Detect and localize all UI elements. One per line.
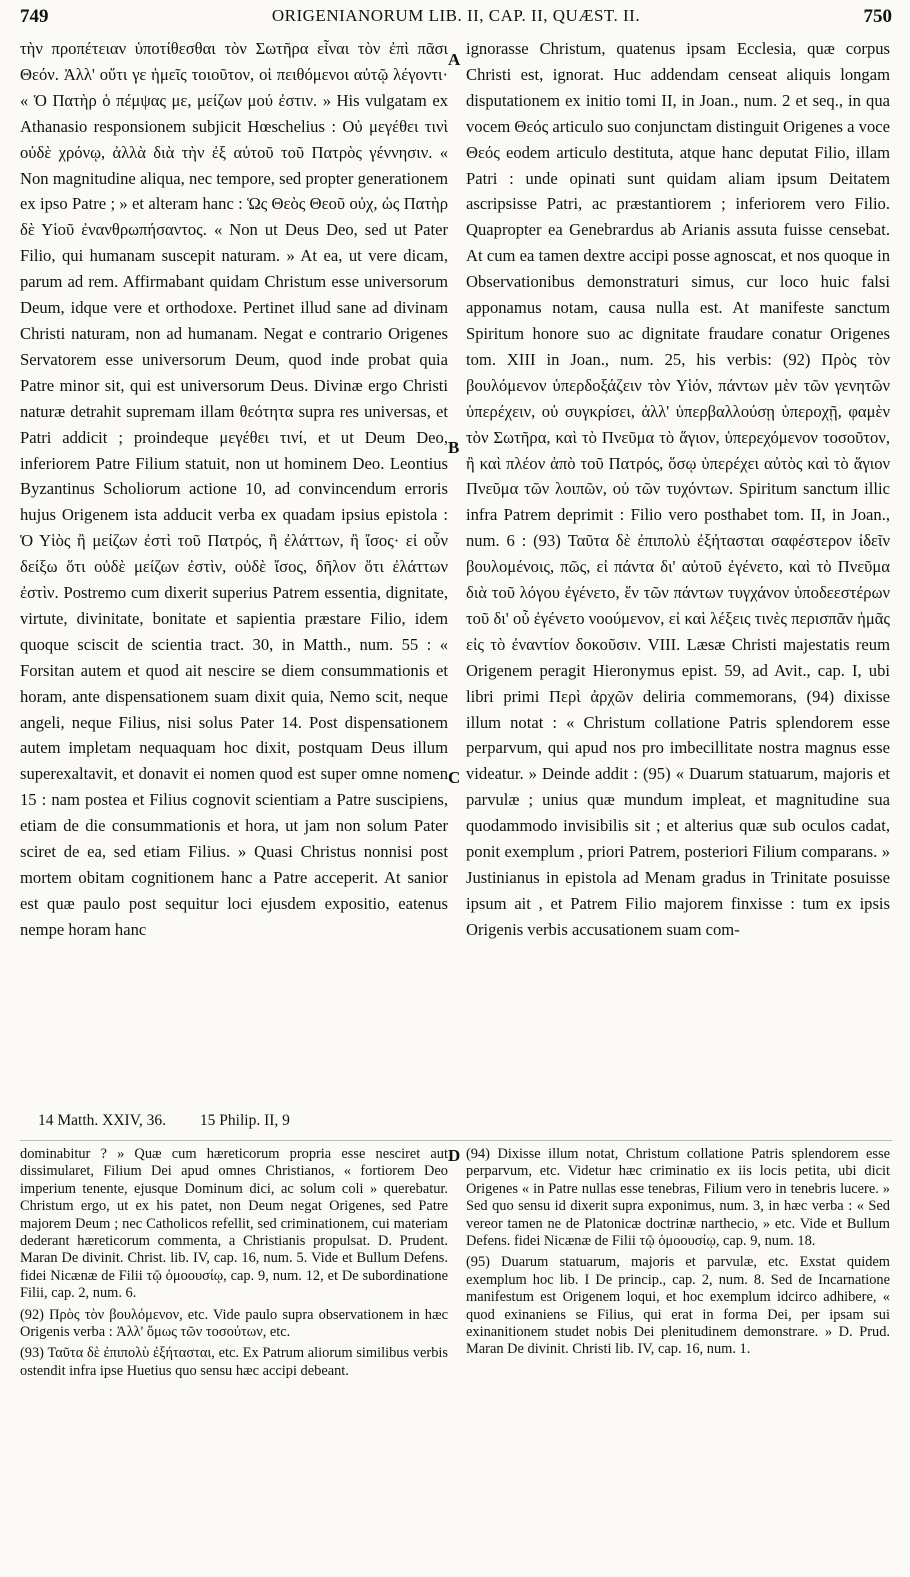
main-text-right: ignorasse Christum, quatenus ipsam Ecclesia, quæ corpus Christi est, ignorat. Huc addendam censeat aliquis longam disputationem ex initio tomi II, in Joan., num. 2 et seq., in qua vocem Θεός articulo suo conjunctam distinguit Origenes a voce Θεός eodem articulo destituta, atque hanc deputat Filio, illam Patri : unde opinati sunt quidam aliam ipsum Deitatem ascripsisse Patri, ac præstantiorem ; inferiorem vero Filio. Quapropter ea Genebrardus ab Arianis assuta fuisse censebat. At cum ea tamen dextre accipi posse agnoscat, et nos quoque in Observationibus demonstraturi simus, cur loco huic falsi apponamus notam, causa nulla est. At manifeste sanctum Spiritum honore suo ac dignitate fraudare conatur Origenes tom. XIII in Joan., num. 25, his verbis: (92) Πρὸς τὸν βουλόμενον ὑπερδοξάζειν τὸν Υἱόν, πάντων μὲν τῶν γενητῶν ὑπερέχειν, οὐ συγκρίσει, ἀλλ' ὑπερβαλλούσῃ ὑπεροχῇ, φαμὲν τὸν Σωτῆρα, καὶ τὸ Πνεῦμα τὸ ἅγιον, ὑπερεχόμενον τοσοῦτον, ἢ καὶ πλέον ἀπὸ τοῦ Πατρός, ὅσῳ ὑπερέχει αὐτὸς καὶ τὸ ἅγιον Πνεῦμα τῶν λοιπῶν, οὐ τῶν τυχόντων. Spiritum sanctum illic infra Patrem deprimit : Filio vero posthabet tom. II, in Joan., num. 6 : (93) Ταῦτα δὲ ἐπιπολὺ ἐξήτασται σαφέστερον ἰδεῖν βουλομένοις, πῶς, εἰ πάντα δι' αὐτοῦ ἐγένετο, καὶ τὸ Πνεῦμα διὰ τοῦ λόγου ἐγένετο, ἕν τῶν πάντων τυγχάνον ὑποδεεστέρων τοῦ δι' οὗ ἐγένετο νοούμενον, εἰ καὶ λέξεις τινὲς περισπᾶν ἡμᾶς εἰς τὸ ἐναντίον δοκοῦσιν. VIII. Læsæ Christi majestatis reum Origenem peragit Hieronymus epist. 59, ad Avit., cap. I, ubi libri primi Περὶ ἀρχῶν deliria commemorans, (94) dixisse illum notat : « Christum collatione Patris splendorem esse perparvum, qui apud nos pro imbecillitate nostra magnus esse videatur. » Deinde addit : (95) « Duarum statuarum, majoris et parvulæ ; unius quæ mundum impleat, et magnitudine sua quodammodo invisibilis sit ; et alterius quæ sub oculos cadat, ponit exemplum , priori Patrem, posteriori Filium comparans. » Justinianus in epistola ad Menam gradus in Trinitate posuisse ipsum ait , et Patrem Filio majorem finxisse : tum ex ipsis Origenis verbis accusationem suam com-	[466, 39, 890, 939]
note-94: (94) Dixisse illum notat, Christum collatione Patris splendorem esse perparvum, etc. Videtur hæc criminatio ex iis locis petita, ubi dicit Origenes « in Patre nullas esse tenebras, Filium vero in tenebris lucere. » Sed quo sensu id dixerit supra exponimus, num. 3, in hæc verba : « Sed vereor tamen ne de Platonicæ doctrinæ narthecio, » etc. Vide et Bullum Defens. fidei Nicænæ de Filii τῷ ὁμοουσίῳ, cap. 9, num. 18.	[466, 1146, 890, 1250]
right-page-number: 750	[863, 6, 892, 27]
footnote-15: 15 Philip. II, 9	[199, 1112, 290, 1129]
notes-right-column	[466, 1146, 890, 1359]
notes-left-column	[20, 1146, 448, 1380]
margin-letter-b: B	[448, 438, 460, 457]
margin-letter-a: A	[448, 50, 461, 69]
page-header	[20, 6, 892, 30]
left-page-number: 749	[20, 6, 49, 27]
main-text-left: τὴν προπέτειαν ὑποτίθεσθαι τὸν Σωτῆρα εἶναι τὸν ἐπὶ πᾶσι Θεόν. Ἀλλ' οὔτι γε ἡμεῖς τοιοῦτον, οἱ πειθόμενοι αὐτῷ λέγοντι· « Ὁ Πατὴρ ὁ πέμψας με, μείζων μού ἐστιν. » His vulgatam ex Athanasio responsionem subjicit Hœschelius : Οὐ μεγέθει τινὶ οὐδὲ χρόνῳ, ἀλλὰ διὰ τὴν ἐξ αὐτοῦ τοῦ Πατρὸς γέννησιν. « Non magnitudine aliqua, nec tempore, sed propter generationem ex ipso Patre ; » et alteram hanc : Ὡς Θεὸς Θεοῦ οὐχ, ὡς Πατὴρ δὲ Υἱοῦ ἐνανθρωπήσαντος. « Non ut Deus Deo, sed ut Pater Filio, qui humanam suscepit naturam. » At ea, ut vere dicam, parum ad rem. Affirmabant quidam Christum esse universorum Deum, idque vere et orthodoxe. Pertinet illud sane ad divinam Christi naturam, non ad humanam. Negat e contrario Origenes Servatorem esse universorum Deum, quod inde probat quia Patre minor sit, qui est universorum Deus. Divinæ ergo Christi naturæ detrahit supremam illam θεότητα supra res universas, et Patri addicit ; proindeque μεγέθει τινί, et ut Deum Deo, inferiorem Patre Filium statuit, non ut hominem Deo. Leontius Byzantinus Scholiorum actione 10, ad convincendum erroris hujus Origenem ista adducit verba ex quadam ipsius epistola : Ὁ Υἱὸς ἢ μείζων ἐστὶ τοῦ Πατρός, ἢ ἐλάττων, ἢ ἴσος· εἰ οὖν δείξω ὅτι οὐδὲ μείζων ἐστὶν, οὐδὲ ἴσος, δῆλον ὅτι ἐλάττων ἐστὶν. Postremo cum dixerit superius Patrem essentia, dignitate, virtute, divinitate, bonitate et sapientia præstare Filio, idem quoque sciscit de scientia tract. 30, in Matth., num. 55 : « Forsitan autem et quod ait nescire se diem consummationis et horam, ante dispensationem suam dixit quia, Nemo scit, neque angeli, neque Filius, nisi solus Pater 14. Post dispensationem autem impletam nequaquam hoc dixit, postquam Deus illum superexaltavit, et donavit ei nomen quod est super omne nomen 15 : nam postea et Filius cognovit scientiam a Patre suscipiens, etiam de die consummationis et hora, ut jam non solum Pater sciret de ea, sed etiam Filius. » Quasi Christus nonnisi post mortem obitam cognitionem hanc a Patre acceperit. At sanior est quæ paulo post sequitur loci ejusdem expositio, eatenus nempe horam hanc	[20, 39, 448, 939]
note-93: (93) Ταῦτα δὲ ἐπιπολὺ ἐξήτασται, etc. Ex Patrum aliorum similibus verbis ostendit infra ipse Huetius quo sensu hæc accipi debeant.	[20, 1345, 448, 1379]
running-title: ORIGENIANORUM LIB. II, CAP. II, QUÆST. II.	[271, 6, 641, 25]
footnotes	[38, 1112, 320, 1130]
note-95: (95) Duarum statuarum, majoris et parvulæ, etc. Exstat quidem exemplum hoc lib. I De princip., cap. 2, num. 8. Sed de Incarnatione manifestum est Origenem loqui, et hoc exemplum idcirco adhibere, « quod exinaniens se Filius, qui erat in forma Dei, per ipsam sui exinanitionem studet nobis Dei plenitudinem demonstrare. » D. Prud. Maran De divinit. Christi lib. IV, cap. 16, num. 1.	[466, 1254, 890, 1358]
margin-letter-d: D	[448, 1146, 461, 1165]
footnote-divider	[20, 1140, 892, 1141]
margin-letter-c: C	[448, 768, 461, 787]
main-text-left-column	[20, 36, 448, 943]
note-continuation: dominabitur ? » Quæ cum hæreticorum propria esse nesciret aut dissimularet, Filium Dei apud omnes Christianos, « fortiorem Deo imperium tenente, ejusque Dominum dici, ac solum coli » querebatur. Christum ergo, ut ex his patet, non Deum negat Origenes, sed Patre majorem Deum ; nec Catholicos refellit, sed criminationem, cui materiam dederant hæreticorum commenta, a Christianis propulsat. D. Prudent. Maran De divinit. Christ. lib. IV, cap. 16, num. 5. Vide et Bullum Defens. fidei Nicænæ de Filii τῷ ὁμοουσίῳ, cap. 9, num. 12, et De subordinatione Filii, cap. 2, num. 6.	[20, 1146, 448, 1302]
main-text-right-column	[466, 36, 890, 943]
note-92: (92) Πρὸς τὸν βουλόμενον, etc. Vide paulo supra observationem in hæc Origenis verba : Ἀλλ' ὅμως τῶν τοσούτων, etc.	[20, 1306, 448, 1341]
footnote-14: 14 Matth. XXIV, 36.	[38, 1112, 167, 1129]
